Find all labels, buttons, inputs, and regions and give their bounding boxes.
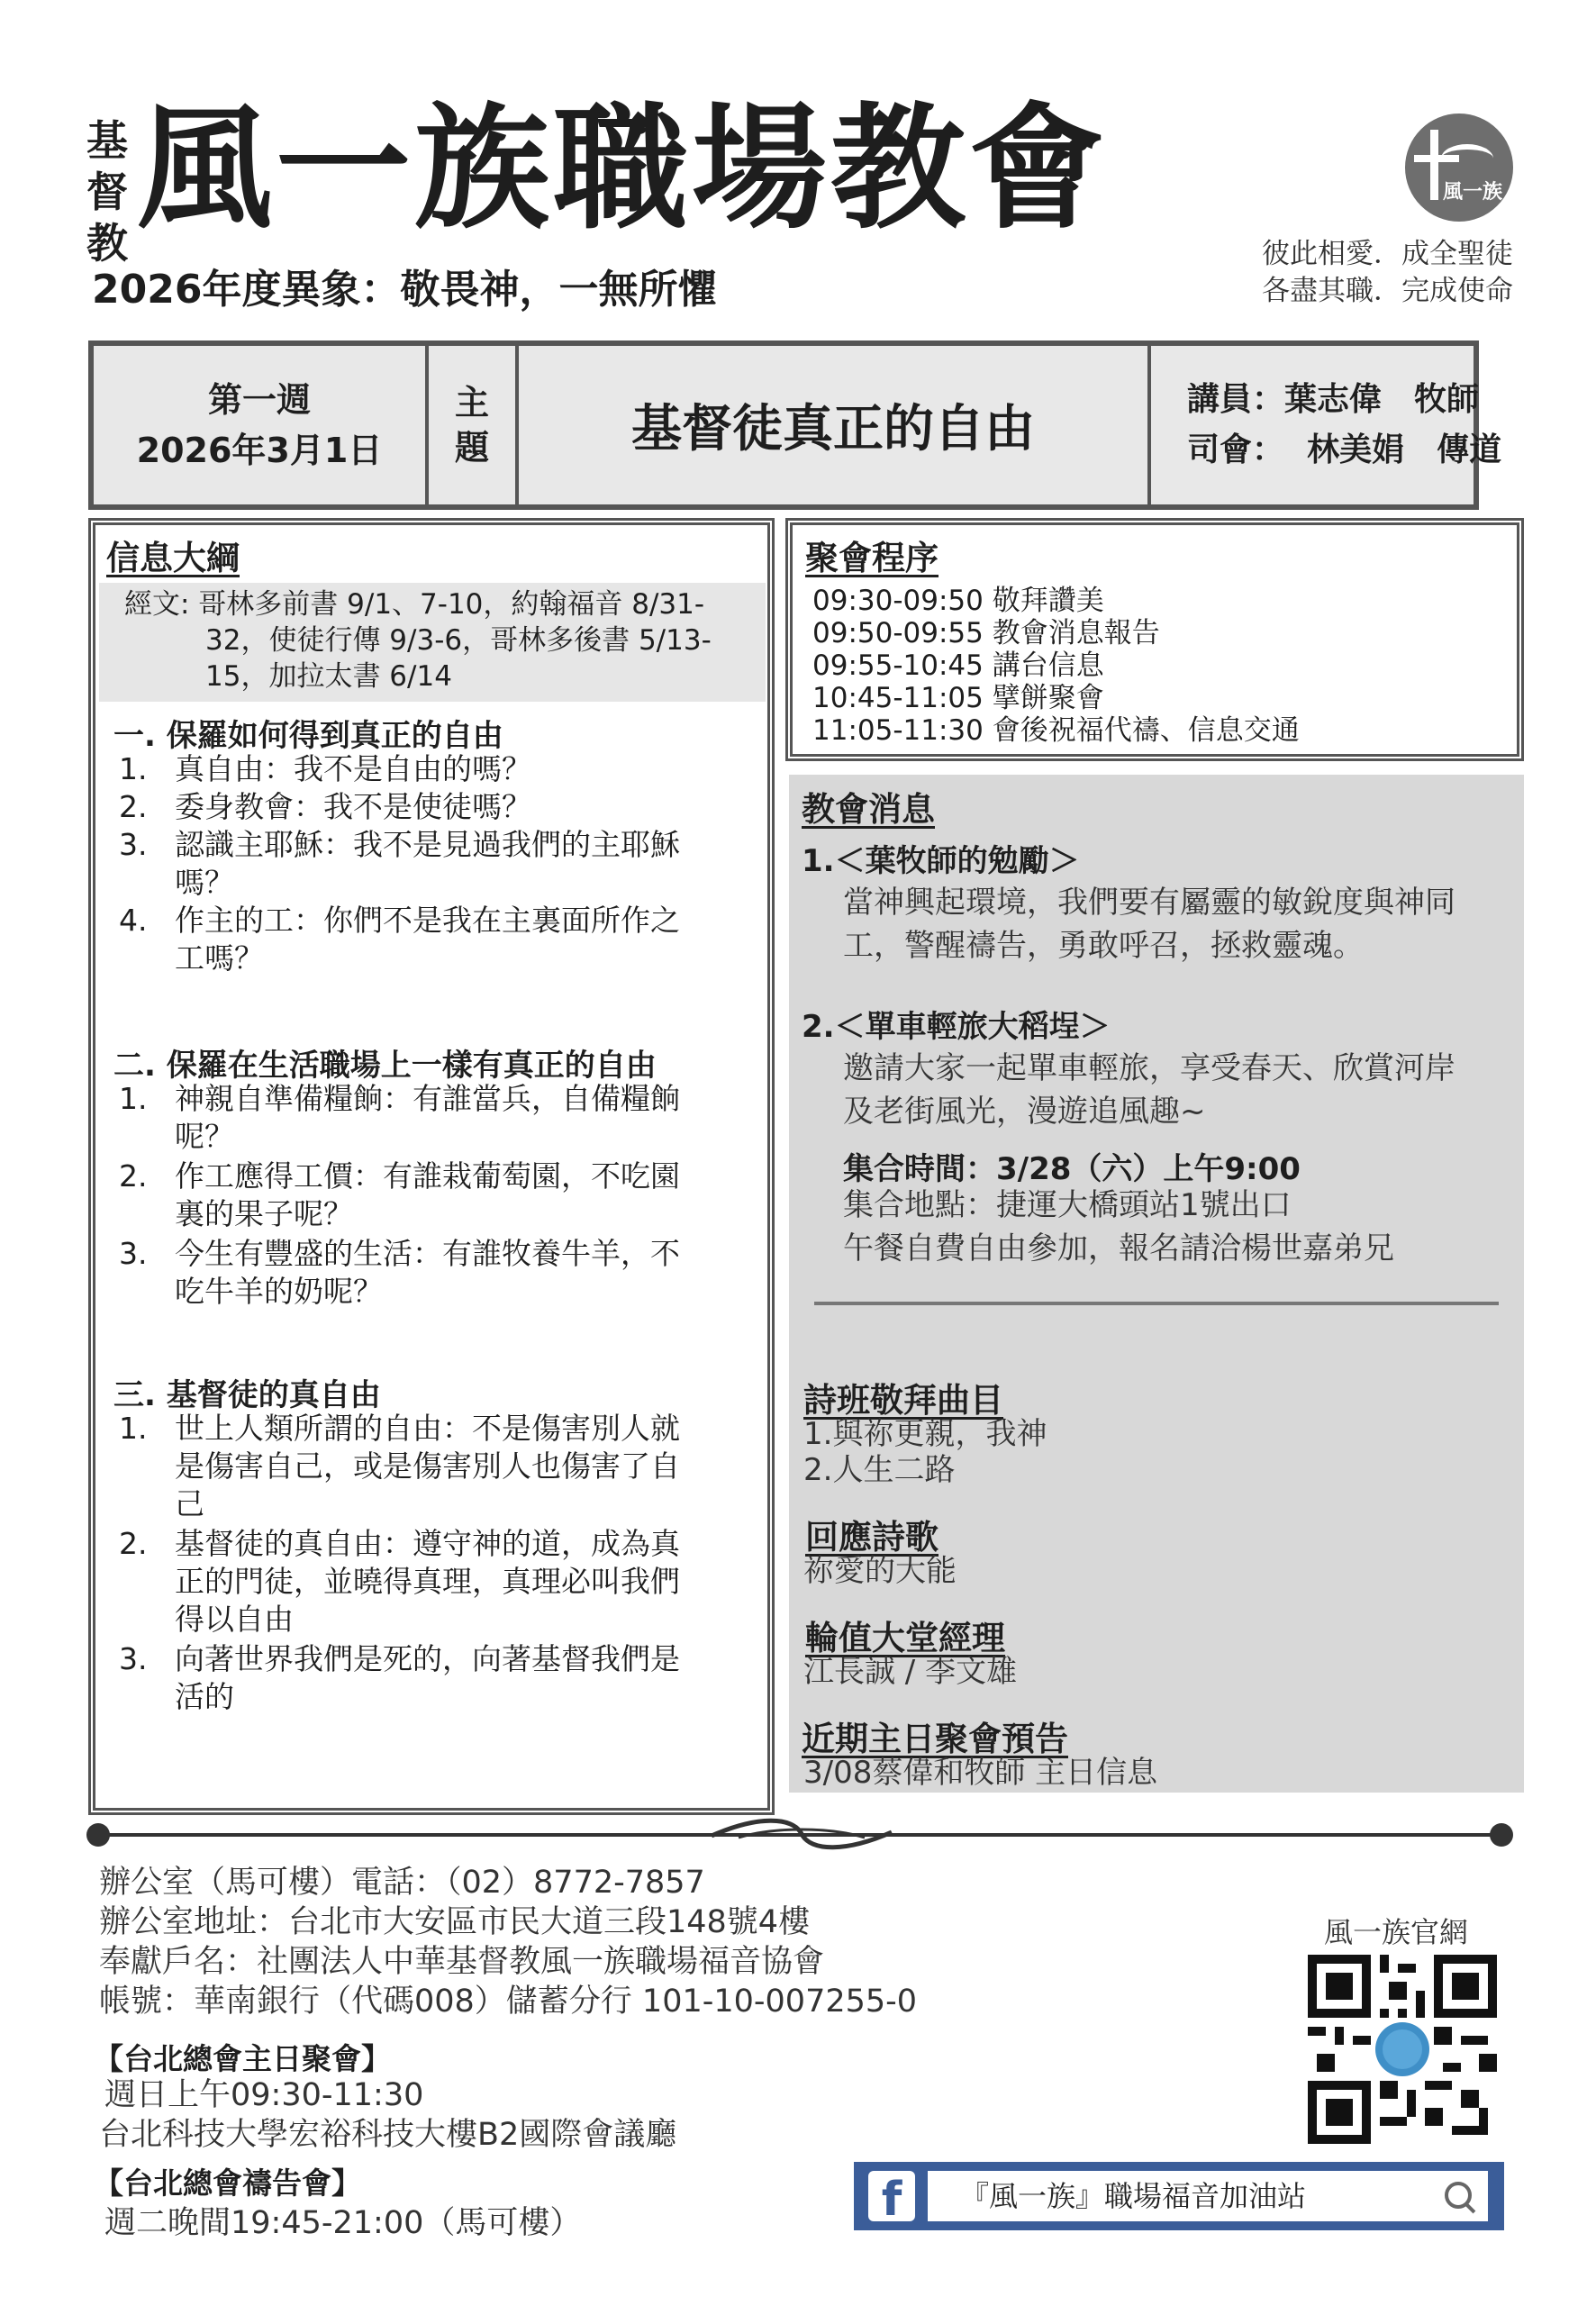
outline-item: 2. 委身教會：我不是使徒嗎？ [119,789,531,824]
program-item: 11:05-11:30 會後祝福代禱、信息交通 [812,714,1300,747]
ornament-dot [1490,1823,1513,1847]
preview-heading: 近期主日聚會預告 [802,1720,1068,1758]
outline-section-title: 三. 基督徒的真自由 [113,1377,381,1413]
church-type-vertical [83,115,131,269]
lunch-note: 午餐自費自由參加，報名請洽楊世嘉弟兄 [843,1230,1394,1266]
motto-line: 各盡其職．完成使命 [1262,275,1513,307]
sermon-date-cell [94,346,429,504]
qr-label: 風一族官網 [1324,1915,1469,1949]
outline-item: 4. 作主的工：你們不是我在主裏面所作之 工嗎？ [119,903,680,976]
scripture-line: 經文: 哥林多前書 9/1、7-10，約翰福音 8/31- [124,588,705,621]
response-song: 祢愛的大能 [803,1553,957,1589]
choir-heading: 詩班敬拜曲目 [803,1381,1003,1420]
duty-heading: 輪值大堂經理 [805,1619,1005,1657]
sermon-title: 基督徒真正的自由 [519,346,1151,504]
annual-vision: 2026年度異象：敬畏神，一無所懼 [92,267,718,313]
motto-line: 彼此相愛．成全聖徒 [1262,238,1513,270]
qr-code-icon[interactable] [1308,1955,1497,2144]
meeting-place: 集合地點：捷運大橋頭站1號出口 [843,1187,1292,1223]
logo-text: 風一族 [1443,181,1503,204]
duty-names: 江長誠 / 李文雄 [803,1654,1018,1690]
outline-item: 3. 今生有豐盛的生活：有誰牧養牛羊，不 吃牛羊的奶呢？ [119,1236,680,1309]
sunday-service-heading: 【台北總會主日聚會】 [94,2041,391,2076]
prayer-meeting-time: 週二晚間19:45-21:00（馬可樓） [104,2205,582,2241]
side-char: 督 [86,168,128,216]
week-label: 第一週 [207,380,311,420]
ornament-dot [86,1823,110,1847]
scripture-line: 15，加拉太書 6/14 [205,660,452,693]
news-divider [814,1302,1499,1305]
outline-item: 3. 認識主耶穌：我不是見過我們的主耶穌 嗎？ [119,827,680,900]
outline-item: 1. 真自由：我不是自由的嗎？ [119,751,531,786]
side-char: 基 [86,116,128,165]
sunday-service-time: 週日上午09:30-11:30 [104,2077,424,2113]
news-heading: 教會消息 [802,790,935,829]
service-program-box [785,518,1524,761]
account-name: 奉獻戶名：社團法人中華基督教風一族職場福音協會 [99,1944,825,1980]
news-item-body: 邀請大家一起單車輕旅，享受春天、欣賞河岸 及老街風光，漫遊追風趣~ [843,1050,1455,1130]
program-item: 09:50-09:55 教會消息報告 [812,617,1160,649]
outline-section-title: 二. 保羅在生活職場上一樣有真正的自由 [113,1048,657,1084]
meeting-time: 集合時間：3/28（六）上午9:00 [843,1151,1301,1187]
church-name: 風一族職場教會 [137,91,1109,248]
news-item-body: 當神興起環境，我們要有屬靈的敏銳度與神同 工，警醒禱告，勇敢呼召，拯救靈魂。 [843,885,1455,964]
church-logo-icon [1405,113,1513,222]
topic-label-char: 題 [454,428,489,468]
outline-item: 1. 世上人類所謂的自由：不是傷害別人就 是傷害自己，或是傷害別人也傷害了自 己 [119,1411,680,1521]
news-item-title: 2.＜單車輕旅大稻埕＞ [802,1009,1111,1045]
ornament-flourish [703,1807,901,1861]
facebook-page-text: 『風一族』職場福音加油站 [960,2179,1307,2213]
office-address: 辦公室地址：台北市大安區市民大道三段148號4樓 [99,1904,811,1940]
motto [1262,236,1513,310]
scripture-line: 32，使徒行傳 9/3-6，哥林多後書 5/13- [205,624,712,657]
program-item: 09:55-10:45 講台信息 [812,649,1104,682]
preview-text: 3/08蔡偉和牧師 主日信息 [803,1755,1158,1791]
sunday-service-place: 台北科技大學宏裕科技大樓B2國際會議廳 [99,2117,677,2153]
choir-song: 1.與祢更親，我神 [803,1416,1047,1452]
outline-item: 2. 作工應得工價：有誰栽葡萄園，不吃園 裏的果子呢？ [119,1158,680,1231]
scripture-box [99,583,766,702]
facebook-page-name[interactable] [928,2171,1488,2221]
news-item-title: 1.＜葉牧師的勉勵＞ [802,843,1080,879]
choir-song: 2.人生二路 [803,1452,956,1488]
side-char: 教 [86,219,128,268]
program-heading: 聚會程序 [805,539,939,577]
program-item: 09:30-09:50 敬拜讚美 [812,585,1104,617]
sermon-date: 2026年3月1日 [136,431,383,470]
speakers-cell [1151,346,1502,504]
topic-label [429,346,519,504]
host: 司會： 林美娟 傳道 [1187,431,1502,468]
outline-heading: 信息大綱 [106,539,240,577]
message-outline-panel [88,518,775,1815]
speaker: 講員：葉志偉 牧師 [1187,381,1480,418]
facebook-search-bar[interactable] [854,2162,1504,2230]
outline-item: 1. 神親自準備糧餉：有誰當兵，自備糧餉 呢？ [119,1081,680,1154]
facebook-icon[interactable]: f [868,2171,915,2221]
prayer-meeting-heading: 【台北總會禱告會】 [94,2165,361,2201]
sermon-info-bar [88,340,1502,510]
response-heading: 回應詩歌 [805,1518,939,1557]
topic-label-char: 主 [454,383,489,422]
program-item: 10:45-11:05 擘餅聚會 [812,682,1104,714]
outline-item: 2. 基督徒的真自由：遵守神的道，成為真 正的門徒，並曉得真理，真理必叫我們 得以自由 [119,1526,680,1637]
outline-item: 3. 向著世界我們是死的，向著基督我們是 活的 [119,1641,680,1714]
search-icon[interactable] [1445,2182,1472,2209]
office-phone: 辦公室（馬可樓）電話：（02）8772-7857 [99,1865,705,1901]
church-news-panel [789,775,1524,1793]
outline-section-title: 一. 保羅如何得到真正的自由 [113,718,503,754]
bank-account: 帳號：華南銀行（代碼008）儲蓄分行 101-10-007255-0 [99,1984,918,2020]
